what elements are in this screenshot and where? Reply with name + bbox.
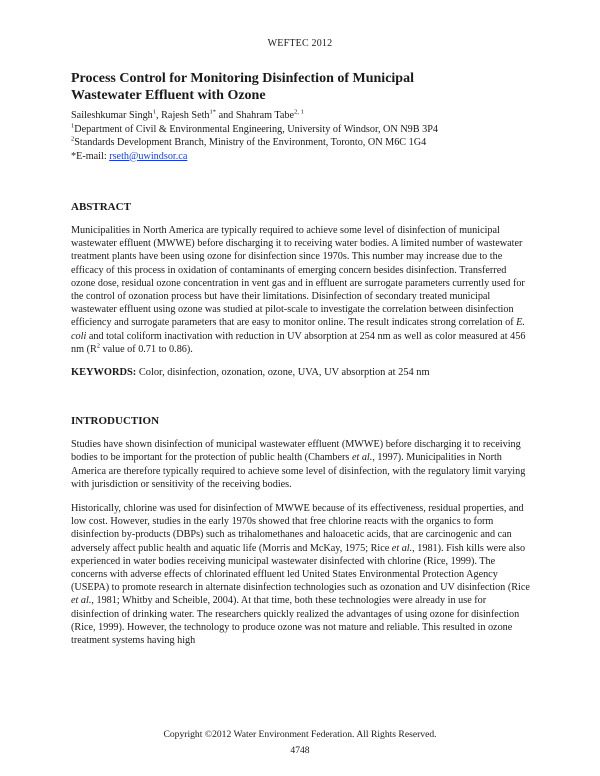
paragraph-text: Studies have shown disinfection of municipal wastewater effluent (MWWE) before discharging it to receiving bodies to be important for the protection of public health (Chambers [71, 439, 521, 464]
abstract-heading: ABSTRACT [71, 201, 131, 213]
affiliation-superscript: 2 [71, 135, 75, 143]
keywords-label: KEYWORDS: [71, 367, 137, 379]
page-number: 4748 [290, 745, 310, 756]
email-label: *E-mail: [71, 150, 110, 162]
introduction-paragraph-1 [71, 438, 533, 491]
running-header: WEFTEC 2012 [267, 38, 333, 49]
author-superscript: 1 [152, 108, 157, 116]
affiliation-superscript: 1 [71, 122, 75, 130]
citation-etal: et al. [351, 452, 373, 464]
paragraph-text: , 1981; Whitby and Scheible, 2004). At that time, both these technologies were already in use for disinfection of drinking water. The researchers quickly realized the advantages of using ozone for disinfection (Rice, 1999). However, the technology to produce ozone was not mature and reliable. This resulted in ozone treatment systems having high [71, 595, 520, 647]
title-line-1: Process Control for Monitoring Disinfection of Municipal [71, 71, 414, 86]
title-line-2: Wastewater Effluent with Ozone [71, 88, 266, 103]
contact-email [71, 150, 533, 164]
abstract-organism: E. coli [71, 317, 525, 342]
affiliation-text: Standards Development Branch, Ministry of the Environment, Toronto, ON M6C 1G4 [74, 137, 427, 148]
keywords-text: Color, disinfection, ozonation, ozone, UVA, UV absorption at 254 nm [136, 367, 430, 379]
introduction-paragraph-2 [71, 502, 533, 647]
affiliation-text: Department of Civil & Environmental Engineering, University of Windsor, ON N9B 3P4 [74, 123, 438, 135]
citation-etal: et al. [71, 595, 92, 607]
abstract-body [71, 224, 533, 356]
paper-content [71, 70, 533, 647]
paragraph-text: , 1997). Municipalities in North America are therefore typically required to achieve some level of disinfection, with the regulatory limit varying with jurisdiction or sensitivity of the receiving bodies. [71, 452, 526, 490]
affiliation-2 [71, 136, 533, 150]
introduction-heading: INTRODUCTION [71, 415, 160, 428]
author-name: Shahram Tabe [235, 110, 295, 121]
affiliation-1 [71, 123, 533, 137]
email-link[interactable]: rseth@uwindsor.ca [109, 150, 188, 162]
paragraph-text: Historically, chlorine was used for disinfection of MWWE because of its effectiveness, residual properties, and low cost. However, studies in the early 1970s showed that free chlorine reacts with the organics to form disinfection by-products (DBPs) such as trihalomethanes and haloacetic acids, that are carcinogenic and can adversely affect public health and aquatic life (Morris and McKay, 1975; Rice [71, 503, 524, 554]
keywords [71, 366, 533, 379]
paper-title [71, 70, 533, 104]
author-superscript: 2, 1 [294, 108, 304, 116]
paragraph-text: , 1981). Fish kills were also experienced in water bodies receiving municipal wastewater disinfected with chlorine (Rice, 1999). The concerns with adverse effects of chlorinated effluent led United States Environmental Protection Agency (USEPA) to promote research in alternate disinfection technologies such as ozonation and UV disinfection (Rice [71, 542, 530, 594]
r-squared-superscript: 2 [96, 342, 101, 350]
author-name: Saileshkumar Singh [71, 110, 153, 121]
author-list: Saileshkumar Singh$^1$, Rajesh Seth$^{1*}$ and Shahram Tabe$^{2, 1}$ [71, 108, 304, 121]
citation-etal: et al. [391, 542, 413, 554]
abstract-text: Municipalities in North America are typically required to achieve some level of disinfection of municipal wastewater effluent (MWWE) before discharging it to receiving water bodies. A limited number of wastewater treatment plants have been using ozone for disinfection since 1970s. This number may increase due to the efficacy of this process in oxidation of contaminants of emerging concern besides disinfection. Transferred ozone dose, residual ozone concentration in vent gas and in effluent are surrogate parameters currently used for the control of ozonation process but have their limitations. Disinfection of secondary treated municipal wastewater effluent using ozone was studied at pilot-scale to investigate the correlation between disinfection efficiency and surrogate parameters that are easy to monitor online. The result indicates strong correlation of [71, 225, 525, 329]
abstract-text: and total coliform inactivation with reduction in UV absorption at 254 nm as well as color measured at 456 nm (R [71, 330, 526, 355]
author-name: Rajesh Seth [161, 110, 210, 121]
abstract-text: value of 0.71 to 0.86). [100, 343, 193, 355]
copyright-footer: Copyright ©2012 Water Environment Federation. All Rights Reserved. [163, 729, 437, 740]
author-conjunction: and [216, 110, 236, 121]
author-superscript: 1* [209, 108, 217, 116]
